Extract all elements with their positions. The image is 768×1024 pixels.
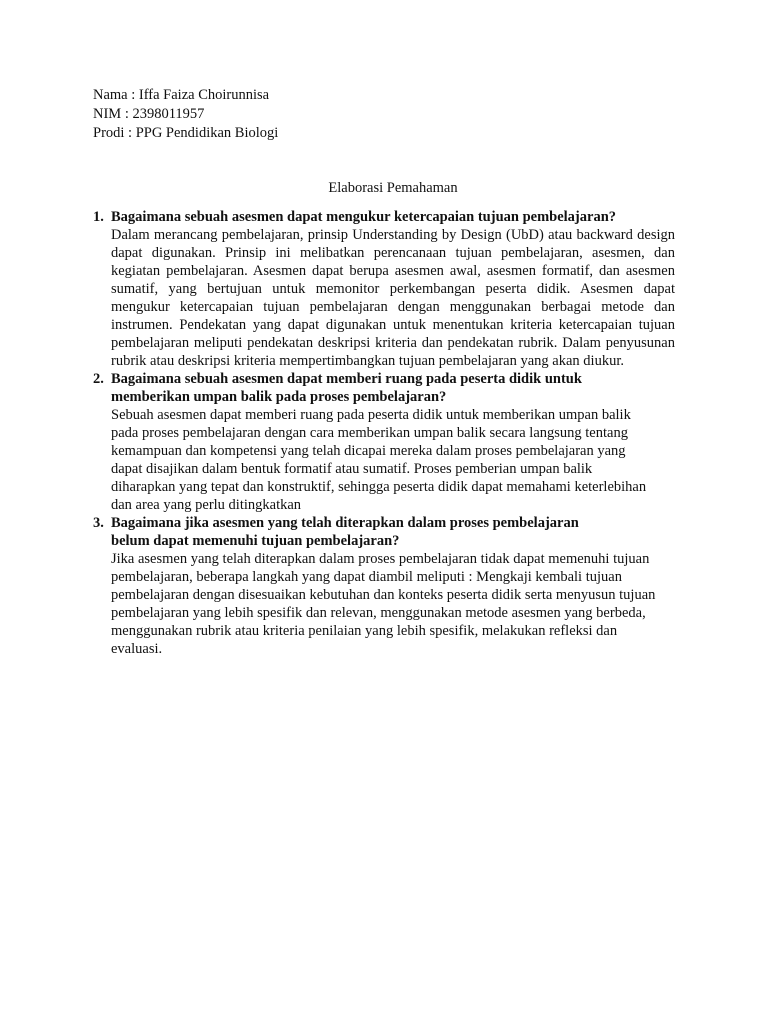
question-text: Bagaimana sebuah asesmen dapat mengukur ketercapaian tujuan pembelajaran? [111, 209, 617, 225]
student-name: Nama : Iffa Faiza Choirunnisa [93, 87, 270, 103]
question-list [93, 208, 675, 658]
answer-text: Sebuah asesmen dapat memberi ruang pada peserta didik untuk memberikan umpan balik pada proses pembelajaran dengan cara memberikan umpan balik secara langsung tentang kemampuan dan kompetensi yang telah dicapai mereka dalam proses pembelajaran yang dapat disajikan dalam bentuk formatif atau sumatif. Proses pemberian umpan balik diharapkan yang tepat dan konstruktif, sehingga peserta didik dapat memahami keterlebihan dan area yang perlu ditingkatkan [111, 407, 647, 513]
item-number: 1. [93, 209, 104, 225]
item-number: 2. [93, 371, 104, 387]
student-info [93, 86, 278, 143]
item-number: 3. [93, 515, 104, 531]
list-item [93, 514, 675, 658]
student-nim: NIM : 2398011957 [93, 106, 205, 122]
question-text: Bagaimana sebuah asesmen dapat memberi ruang pada peserta didik untuk memberikan umpan balik pada proses pembelajaran? [111, 371, 582, 405]
student-program: Prodi : PPG Pendidikan Biologi [93, 125, 279, 141]
question-text: Bagaimana jika asesmen yang telah diterapkan dalam proses pembelajaran belum dapat memenuhi tujuan pembelajaran? [111, 515, 579, 549]
list-item [93, 208, 675, 370]
answer-text: Jika asesmen yang telah diterapkan dalam proses pembelajaran tidak dapat memenuhi tujuan pembelajaran, beberapa langkah yang dapat diambil meliputi : Mengkaji kembali tujuan pembelajaran dengan disesuaikan kebutuhan dan konteks peserta didik serta menyusun tujuan pembelajaran yang lebih spesifik dan relevan, menggunakan metode asesmen yang berbeda, menggunakan rubrik atau kriteria penilaian yang lebih spesifik, melakukan refleksi dan evaluasi. [111, 551, 656, 657]
document-title: Elaborasi Pemahaman [328, 180, 458, 196]
answer-text: Dalam merancang pembelajaran, prinsip Understanding by Design (UbD) atau backward design dapat digunakan. Prinsip ini melibatkan perencanaan tujuan pembelajaran, asesmen, dan kegiatan pembelajaran. Asesmen dapat berupa asesmen awal, asesmen formatif, dan asesmen sumatif, yang bertujuan untuk memonitor perkembangan peserta didik. Asesmen dapat mengukur ketercapaian tujuan pembelajaran dengan menggunakan berbagai metode dan instrumen. Pendekatan yang dapat digunakan untuk menentukan kriteria ketercapaian tujuan pembelajaran meliputi pendekatan deskripsi kriteria dan pendekatan rubrik. Dalam penyusunan rubrik atau deskripsi kriteria mempertimbangkan tujuan pembelajaran yang akan diukur. [111, 227, 675, 369]
list-item [93, 370, 675, 514]
